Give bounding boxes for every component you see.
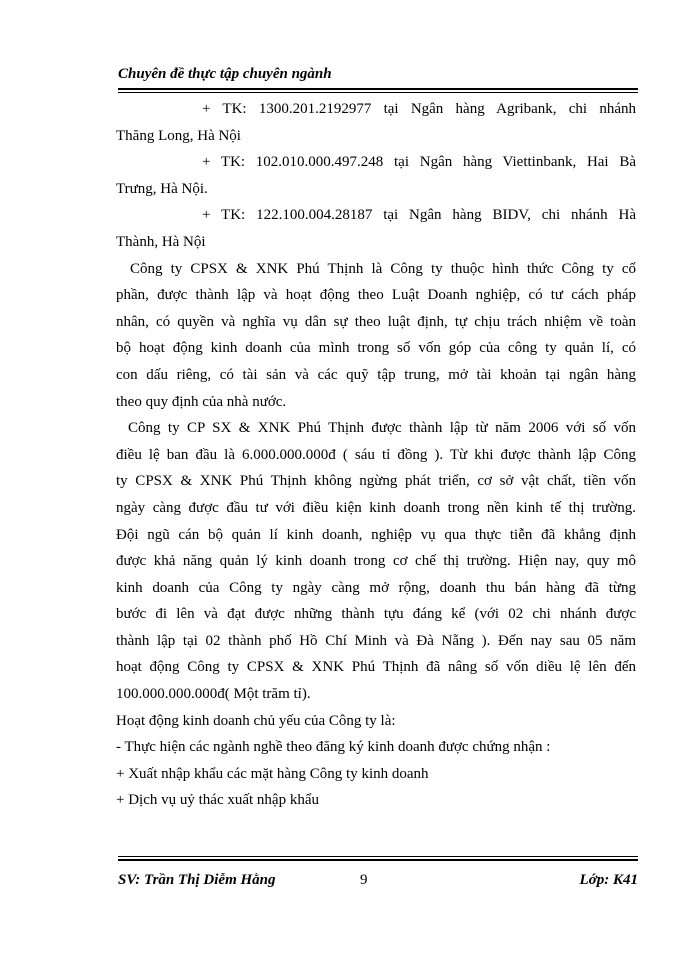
footer-class: Lớp: K41 [579,872,638,888]
text-line: Trưng, Hà Nội. [116,180,208,197]
text-line: thành lập tại 02 thành phố Hồ Chí Minh và Đà Nẵng ). Đến nay sau 05 năm [116,632,636,649]
text-line: bộ hoạt động kinh doanh của mình trong số vốn góp của công ty quản lí, có [116,340,636,357]
header-title: Chuyên đề thực tập chuyên ngành [118,66,332,82]
text-line: + Xuất nhập khẩu các mặt hàng Công ty kinh doanh [116,765,429,782]
page-header [118,64,638,93]
footer-page-number: 9 [360,872,368,888]
header-rule [118,88,638,93]
text-line: - Thực hiện các ngành nghề theo đăng ký kinh doanh được chứng nhận : [116,739,551,756]
text-line: kinh doanh của Công ty ngày càng mở rộng, doanh thu bán hàng đã từng [116,579,636,596]
text-line: + TK: 122.100.004.28187 tại Ngân hàng BIDV, chi nhánh Hà [202,207,636,224]
text-line: Công ty CP SX & XNK Phú Thịnh được thành lập từ năm 2006 với số vốn [128,420,636,437]
text-line: Công ty CPSX & XNK Phú Thịnh là Công ty thuộc hình thức Công ty cổ [130,260,636,277]
text-line: + Dịch vụ uỷ thác xuất nhập khẩu [116,792,319,809]
text-line: Thăng Long, Hà Nội [116,127,241,144]
page-footer [118,856,638,891]
text-line: hoạt động Công ty CPSX & XNK Phú Thịnh đã nâng số vốn diều lệ lên đến [116,659,636,676]
text-line: nhân, có quyền và nghĩa vụ dân sự theo luật định, tự chịu trách nhiệm về toàn [116,313,636,330]
text-line: ngày càng được đầu tư với điều kiện kinh doanh trong nền kinh tế thị trường. [116,499,636,516]
text-line: Thành, Hà Nội [116,233,206,250]
text-line: con dấu riêng, có tài sản và các quỹ tập trung, mở tài khoản tại ngân hàng [116,366,636,383]
text-line: + TK: 1300.201.2192977 tại Ngân hàng Agribank, chi nhánh [202,101,636,117]
body-text [116,96,636,814]
text-line: ty CPSX & XNK Phú Thịnh không ngừng phát triển, cơ sở vật chất, tiền vốn [116,473,636,490]
text-line: Hoạt động kinh doanh chủ yếu của Công ty là: [116,712,396,729]
text-line: 100.000.000.000đ( Một trăm tỉ). [116,686,311,703]
footer-rule [118,856,638,861]
text-line: phần, được thành lập và hoạt động theo Luật Doanh nghiệp, có tư cách pháp [116,287,636,304]
footer-student-name: SV: Trần Thị Diễm Hằng [118,872,276,888]
text-line: + TK: 102.010.000.497.248 tại Ngân hàng Viettinbank, Hai Bà [202,154,636,171]
text-line: được khả năng quản lý kinh doanh trong cơ chế thị trường. Hiện nay, quy mô [116,553,636,570]
footer-row [118,869,638,891]
text-line: điều lệ ban đầu là 6.000.000.000đ ( sáu tỉ đồng ). Từ khi được thành lập Công [116,446,636,463]
text-line: theo quy định của nhà nước. [116,393,287,410]
text-line: bước đi lên và đạt được những thành tựu đáng kể (với 02 chi nhánh được [116,606,636,623]
text-line: Đội ngũ cán bộ quản lí kinh doanh, nghiệp vụ qua thực tiễn đã khẳng định [116,526,636,543]
